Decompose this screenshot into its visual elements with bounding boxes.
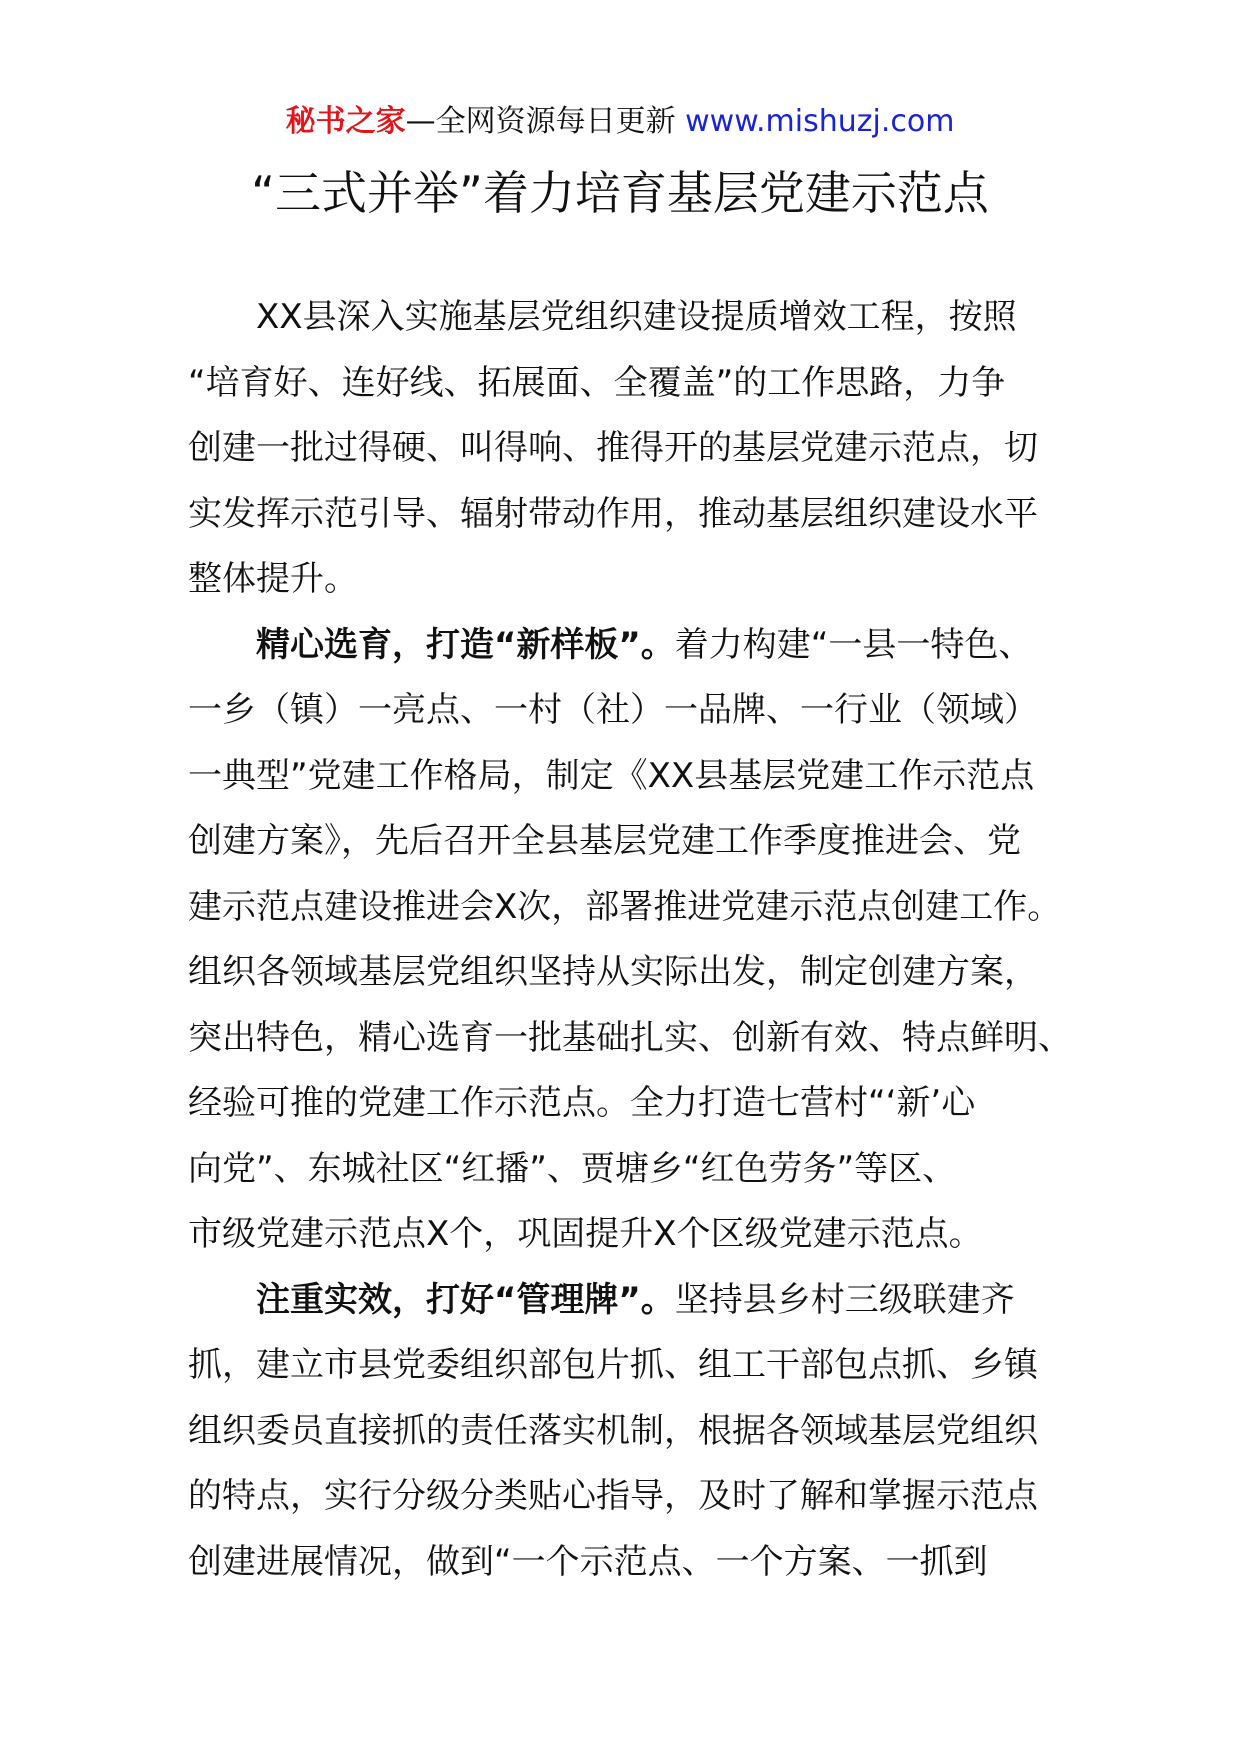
paragraph-first-line	[188, 1275, 1048, 1341]
paragraph-line: 组织委员直接抓的责任落实机制，根据各领域基层党组织	[188, 1410, 1038, 1451]
paragraph-line: 抓，建立市县党委组织部包片抓、组工干部包点抓、乡镇	[188, 1345, 1038, 1385]
paragraph-line: 实发挥示范引导、辐射带动作用，推动基层组织建设水平	[188, 493, 1038, 534]
paragraph-line: 创建进展情况，做到“一个示范点、一个方案、一抓到	[188, 1541, 988, 1582]
paragraph-line-text: 坚持县乡村三级联建齐	[674, 1279, 1015, 1320]
paragraph-line: 创建一批过得硬、叫得响、推得开的基层党建示范点，切	[188, 428, 1038, 468]
section-heading: 注重实效，打好“管理牌”。	[256, 1279, 675, 1320]
paragraph-line: 市级党建示范点X个，巩固提升X个区级党建示范点。	[188, 1214, 983, 1254]
paragraph-line: 一典型”党建工作格局，制定《XX县基层党建工作示范点	[188, 755, 1035, 796]
paragraph-line: 组织各领域基层党组织坚持从实际出发，制定创建方案，	[188, 952, 1038, 992]
site-header	[0, 100, 1240, 144]
paragraph-line: 一乡（镇）一亮点、一村（社）一品牌、一行业（领域）	[188, 690, 1038, 730]
paragraph-line: 创建方案》，先后召开全县基层党建工作季度推进会、党	[188, 821, 1021, 861]
paragraph-line: XX县深入实施基层党组织建设提质增效工程，按照	[256, 297, 1017, 337]
site-brand: 秘书之家	[285, 104, 406, 139]
document-body	[188, 292, 1072, 1602]
site-slogan: —全网资源每日更新	[405, 104, 686, 139]
paragraph-line: 建示范点建设推进会X次，部署推进党建示范点创建工作。	[188, 886, 1062, 927]
paragraph-line: “培育好、连好线、拓展面、全覆盖”的工作思路，力争	[188, 362, 1006, 403]
site-url-link[interactable]: www.mishuzj.com	[685, 104, 955, 139]
paragraph-line: 突出特色，精心选育一批基础扎实、创新有效、特点鲜明、	[188, 1017, 1072, 1058]
paragraph-line: 的特点，实行分级分类贴心指导，及时了解和掌握示范点	[188, 1476, 1038, 1516]
paragraph-line-text: 着力构建“一县一特色、	[674, 624, 1033, 665]
section-heading: 精心选育，打造“新样板”。	[256, 624, 675, 665]
paragraph-line: 整体提升。	[188, 559, 358, 599]
paragraph-first-line	[188, 620, 1048, 686]
paragraph-line: 向党”、东城社区“红播”、贾塘乡“红色劳务”等区、	[188, 1148, 957, 1189]
document-title: “三式并举”着力培育基层党建示范点	[251, 166, 989, 220]
paragraph-line: 经验可推的党建工作示范点。全力打造七营村“‘新’心	[188, 1083, 976, 1123]
